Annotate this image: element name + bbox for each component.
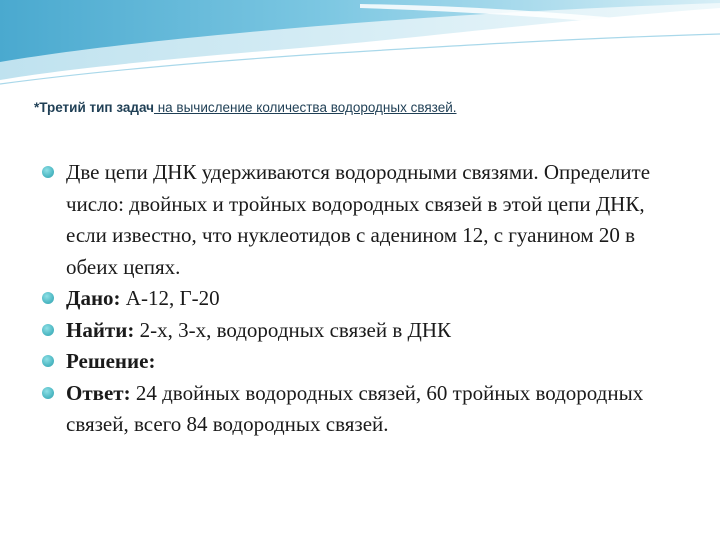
bullet-icon bbox=[42, 355, 54, 367]
title-rest: на вычисление количества водородных связей. bbox=[153, 100, 457, 115]
list-item bbox=[42, 346, 682, 378]
bullet-icon bbox=[42, 387, 54, 399]
given-label: Дано: bbox=[66, 286, 121, 310]
bullet-icon bbox=[42, 324, 54, 336]
list-item bbox=[42, 157, 682, 283]
answer-text: 24 двойных водородных связей, 60 тройных водородных связей, всего 84 водородных связей. bbox=[66, 380, 644, 436]
answer-label: Ответ: bbox=[66, 380, 131, 405]
solution-label: Решение: bbox=[66, 349, 156, 373]
bullet-icon bbox=[42, 292, 54, 304]
title-prefix: *Третий тип задач bbox=[34, 100, 154, 115]
content-list bbox=[42, 157, 682, 441]
problem-text: Две цепи ДНК удерживаются водородными связями. Определите число: двойных и тройных водородных связей в этой цепи ДНК, если известно, что нуклеотидов с аденином 12, с гуанином 20 в обеих цепях. bbox=[66, 160, 651, 279]
list-item bbox=[42, 283, 682, 315]
bullet-icon bbox=[42, 166, 54, 178]
given-text: А-12, Г-20 bbox=[120, 286, 220, 310]
find-text: 2-х, 3-х, водородных связей в ДНК bbox=[134, 317, 451, 342]
list-item bbox=[42, 378, 682, 441]
slide-title bbox=[34, 99, 694, 117]
find-label: Найти: bbox=[66, 317, 135, 342]
list-item bbox=[42, 315, 682, 347]
